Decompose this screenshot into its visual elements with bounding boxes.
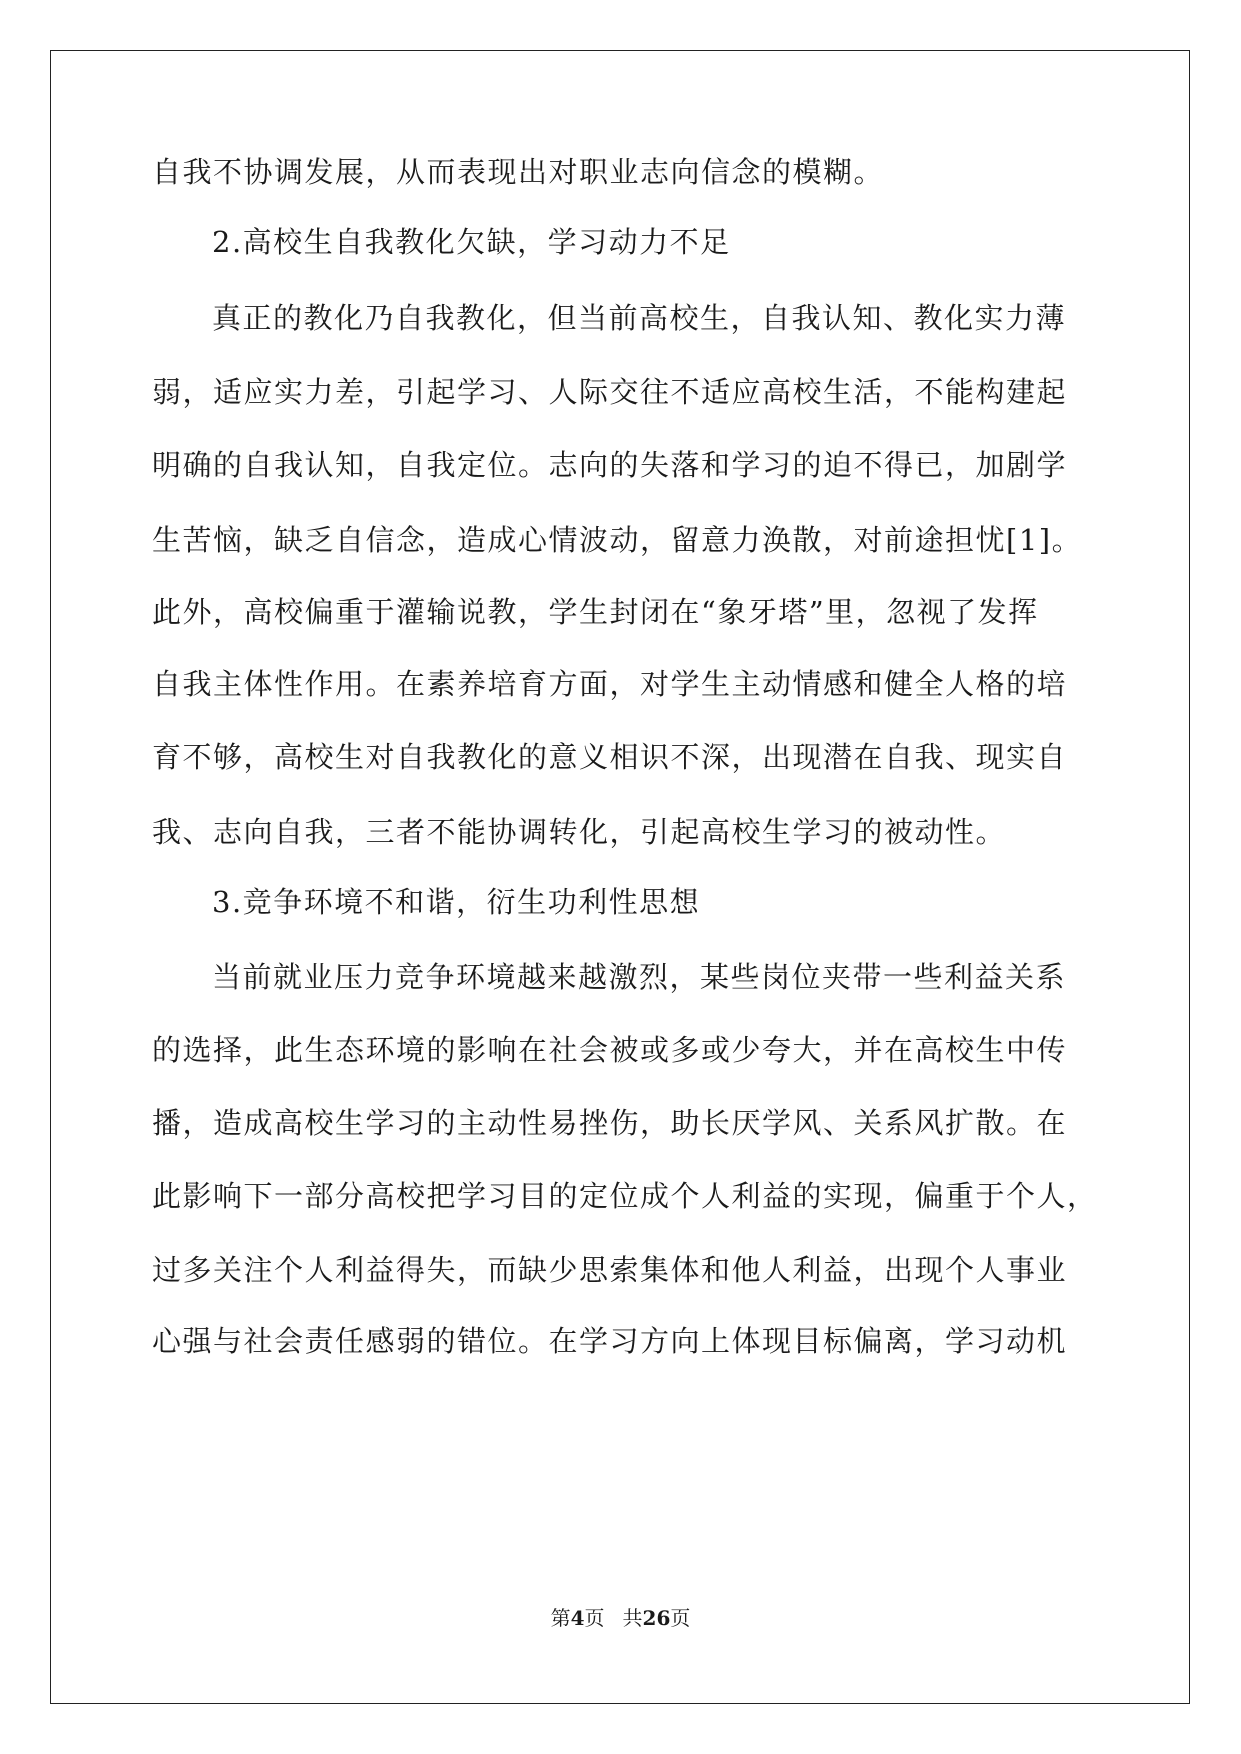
body-line-17: 心强与社会责任感弱的错位。在学习方向上体现目标偏离，学习动机 bbox=[152, 1324, 1068, 1358]
footer-total-suffix: 页 bbox=[670, 1606, 691, 1630]
body-line-16: 过多关注个人利益得失，而缺少思索集体和他人利益，出现个人事业 bbox=[152, 1253, 1068, 1287]
body-line-8: 自我主体性作用。在素养培育方面，对学生主动情感和健全人格的培 bbox=[152, 667, 1068, 701]
body-line-10: 我、志向自我，三者不能协调转化，引起高校生学习的被动性。 bbox=[152, 815, 1007, 849]
footer-total-prefix: 共 bbox=[622, 1606, 643, 1630]
section-heading-3: 3.竞争环境不和谐，衍生功利性思想 bbox=[212, 885, 701, 919]
body-line-13: 的选择，此生态环境的影响在社会被或多或少夸大，并在高校生中传 bbox=[152, 1033, 1068, 1067]
body-line-15: 此影响下一部分高校把学习目的定位成个人利益的实现，偏重于个人， bbox=[152, 1179, 1098, 1213]
page-footer bbox=[0, 1605, 1241, 1631]
body-line-9: 育不够，高校生对自我教化的意义相识不深，出现潜在自我、现实自 bbox=[152, 740, 1068, 774]
body-line-7: 此外，高校偏重于灌输说教，学生封闭在“象牙塔”里，忽视了发挥 bbox=[152, 595, 1039, 629]
body-line-5: 明确的自我认知，自我定位。志向的失落和学习的迫不得已，加剧学 bbox=[152, 448, 1068, 482]
paragraph-start: 真正的教化乃自我教化，但当前高校生，自我认知、教化实力薄 bbox=[212, 301, 1067, 335]
current-page-number: 4 bbox=[570, 1606, 585, 1630]
footer-page-word: 页 bbox=[584, 1606, 605, 1630]
body-line-6: 生苦恼，缺乏自信念，造成心情波动，留意力涣散，对前途担忧[1]。 bbox=[152, 523, 1083, 557]
footer-prefix: 第 bbox=[550, 1606, 571, 1630]
section-heading-2: 2.高校生自我教化欠缺，学习动力不足 bbox=[212, 225, 731, 259]
body-line-1: 自我不协调发展，从而表现出对职业志向信念的模糊。 bbox=[152, 155, 885, 189]
total-pages-number: 26 bbox=[642, 1606, 671, 1630]
body-line-4: 弱，适应实力差，引起学习、人际交往不适应高校生活，不能构建起 bbox=[152, 375, 1068, 409]
body-line-14: 播，造成高校生学习的主动性易挫伤，助长厌学风、关系风扩散。在 bbox=[152, 1106, 1068, 1140]
paragraph-start: 当前就业压力竞争环境越来越激烈，某些岗位夹带一些利益关系 bbox=[212, 960, 1067, 994]
